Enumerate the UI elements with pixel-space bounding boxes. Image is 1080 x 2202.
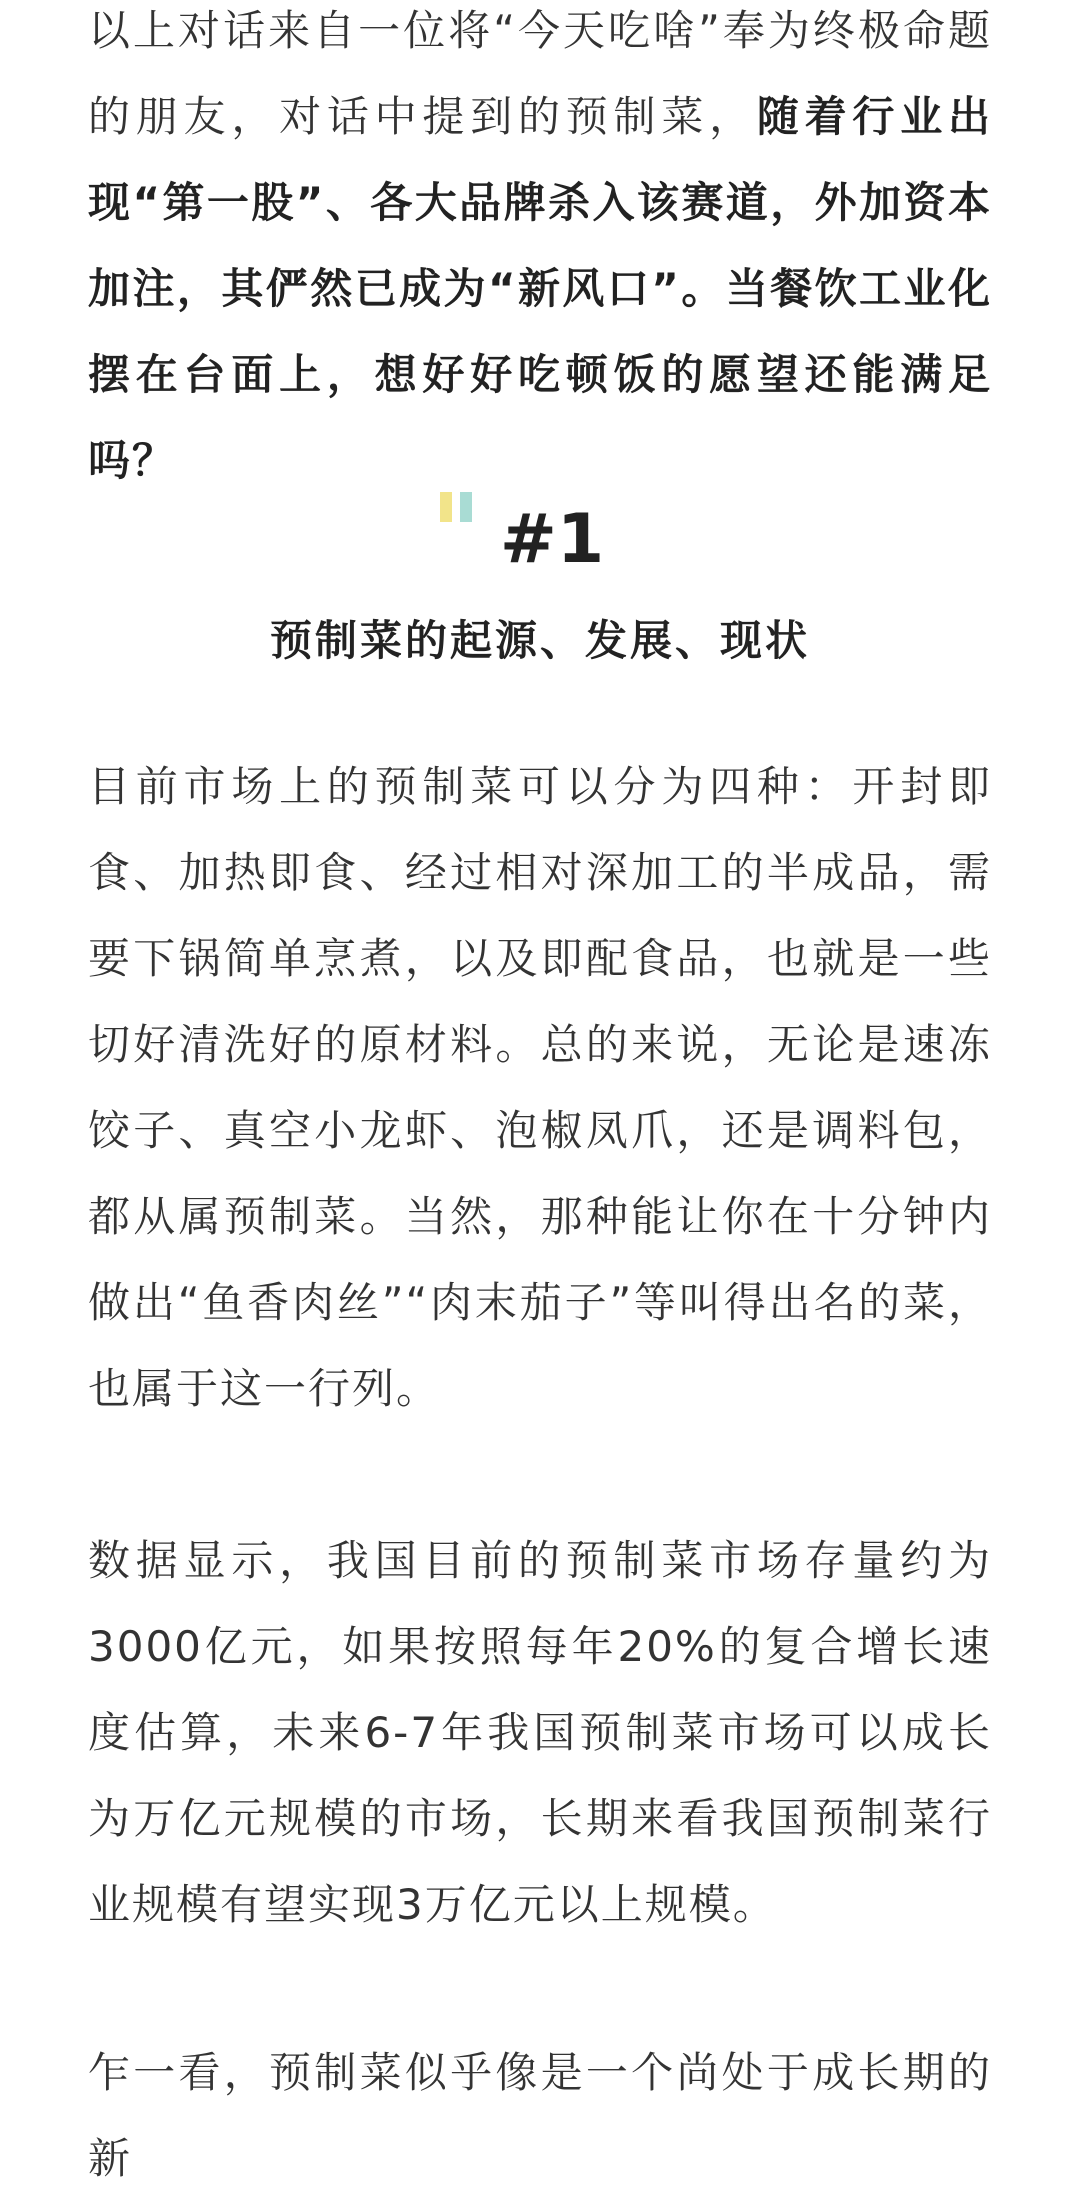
intro-paragraph: [88, 0, 992, 504]
section-header: [0, 480, 1080, 668]
section-title: 预制菜的起源、发展、现状: [269, 616, 810, 665]
intro-plain-text: 以上对话来自一位将“今天吃啥”奉为终极命题的朋友，对话中提到的预制菜，: [88, 6, 992, 141]
section-number: #1: [499, 500, 605, 579]
quote-mark-teal: [460, 492, 472, 522]
quote-mark-icon: [440, 492, 480, 522]
body-paragraph-3: 乍一看，预制菜似乎像是一个尚处于成长期的新: [88, 2048, 992, 2183]
body-paragraph-2: 数据显示，我国目前的预制菜市场存量约为3000亿元，如果按照每年20%的复合增长速度估算，未来6-7年我国预制菜市场可以成长为万亿元规模的市场，长期来看我国预制菜行业规模有望实现3万亿元以上规模。: [88, 1536, 992, 1929]
quote-mark-yellow: [440, 492, 452, 522]
intro-bold-text: 随着行业出现“第一股”、各大品牌杀入该赛道，外加资本加注，其俨然已成为“新风口”。当餐饮工业化摆在台面上，想好好吃顿饭的愿望还能满足吗？: [88, 92, 992, 485]
body-paragraph-1: 目前市场上的预制菜可以分为四种：开封即食、加热即食、经过相对深加工的半成品，需要下锅简单烹煮，以及即配食品，也就是一些切好清洗好的原材料。总的来说，无论是速冻饺子、真空小龙虾、泡椒凤爪，还是调料包，都从属预制菜。当然，那种能让你在十分钟内做出“鱼香肉丝”“肉末茄子”等叫得出名的菜，也属于这一行列。: [88, 762, 992, 1413]
